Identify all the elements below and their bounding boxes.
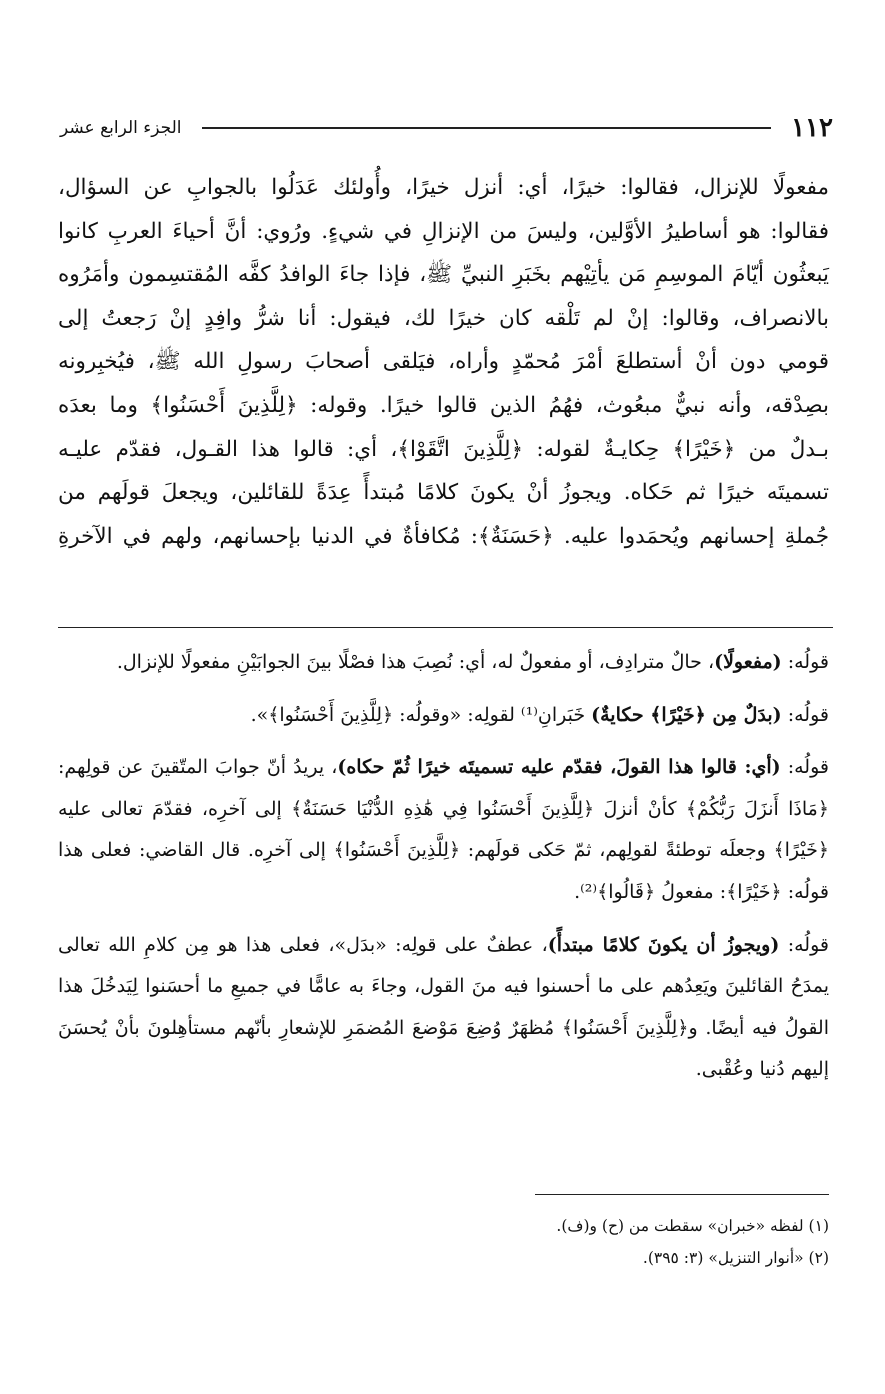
commentary-quote: (أي: قالوا هذا القولَ، فقدّم عليه تسميتَه خيرًا ثُمّ حكاه)	[337, 756, 781, 779]
main-text-line: بصِدْقه، وأنه نبيٌّ مبعُوث، فهُمُ الذين قالوا خيرًا. وقوله: ﴿لِلَّذِينَ أَحْسَنُوا﴾ وما بعدَه	[58, 392, 829, 418]
header-rule	[202, 127, 772, 129]
commentary-paragraph	[58, 747, 829, 913]
footnote: (١) لفظه «خبران» سقطت من (ح) و(ف).	[556, 1217, 829, 1235]
commentary-paragraph	[58, 642, 829, 684]
commentary-text: ، عطفٌ على قولِه: «بدَل»، فعلى هذا هو مِن كلامِ الله تعالى يمدَحُ القائلينَ ويَعِدُهم على ما أحسنوا فيه منَ القول، وجاءَ به عامًّا في جميعِ ما أحسَنوا لِيَدخُلَ هذا القولُ فيه أيضًا. و﴿لِلَّذِينَ أَحْسَنُوا﴾ مُظهَرٌ وُضِعَ مَوْضعَ المُضمَرِ للإشعارِ بأنّهم مستأهِلونَ بأنْ يُحسَنَ إليهم دُنيا وعُقْبى.	[58, 933, 829, 1081]
footnote-divider	[535, 1194, 829, 1195]
commentary-text: ، حالٌ مترادِف، أو مفعولٌ له، أي: نُصِبَ هذا فصْلًا بينَ الجوابَيْنِ مفعولًا للإنزال.	[116, 651, 715, 673]
main-text-line: بـدلٌ من ﴿خَيْرًا﴾ حِكايـةٌ لقوله: ﴿لِلَّذِينَ اتَّقَوْا﴾، أي: قالوا هذا القـول، فقدّم عليـه	[58, 436, 829, 462]
commentary-quote: (بدَلٌ مِن ﴿خَيْرًا﴾ حكايةٌ)	[591, 703, 782, 726]
commentary-text: ، يريدُ أنّ جوابَ المتّقينَ عن قولِهم: ﴿مَاذَا أَنزَلَ رَبُّكُمْ﴾ كأنْ أنزلَ ﴿لِلَّذِينَ أَحْسَنُوا فِي هَٰذِهِ الدُّنْيَا حَسَنَةٌ﴾ إلى آخرِه، فقدّمَ تعالى عليه ﴿خَيْرًا﴾ وجعلَه توطئةً لقولِهم، ثمّ حَكى قولَهم: ﴿لِلَّذِينَ أَحْسَنُوا﴾ إلى آخرِه. قال القاضي: فعلى هذا قولُه: ﴿خَيْرًا﴾: مفعولُ ﴿قَالُوا﴾⁽²⁾.	[58, 756, 829, 903]
commentary	[58, 642, 829, 1091]
commentary-lead: قولُه:	[780, 756, 829, 779]
main-text-line: مفعولًا للإنزال، فقالوا: خيرًا، أي: أنزل خيرًا، وأُولئك عَدَلُوا بالجوابِ عن السؤال،	[58, 175, 829, 200]
commentary-text: خَبَرانِ⁽¹⁾ لقولِه: «وقولُه: ﴿لِلَّذِينَ أَحْسَنُوا﴾».	[250, 703, 592, 726]
commentary-quote: (ويجوزُ أن يكونَ كلامًا مبتدأً)	[547, 933, 780, 956]
main-text-line: فقالوا: هو أساطيرُ الأوَّلين، وليسَ من الإنزالِ في شيءٍ. ورُوي: أنَّ أحياءَ العربِ كانوا	[58, 218, 829, 244]
commentary-paragraph	[58, 695, 829, 737]
commentary-lead: قولُه:	[781, 703, 829, 726]
part-title: الجزء الرابع عشر	[60, 118, 182, 138]
main-text-line: يَبعثُون أيّامَ الموسِمِ مَن يأتِيْهم بخَبَرِ النبيِّ ﷺ، فإذا جاءَ الوافدُ كفَّه المُقتسِمون وأمَرُوه	[58, 262, 829, 288]
commentary-paragraph	[58, 925, 829, 1091]
commentary-lead: قولُه:	[779, 933, 829, 956]
commentary-lead: قولُه:	[781, 651, 829, 673]
section-divider	[58, 627, 833, 628]
page-number: ١١٢	[791, 113, 833, 143]
main-text-line: تسميتَه خيرًا ثم حَكاه. ويجوزُ أنْ يكونَ كلامًا مُبتدأً عِدَةً للقائلين، ويجعلَ قولَهم من	[58, 480, 829, 506]
commentary-quote: (مفعولًا)	[714, 651, 782, 673]
footnotes	[300, 1210, 829, 1274]
footnote: (٢) «أنوار التنزيل» (٣: ٣٩٥).	[642, 1249, 829, 1267]
main-text	[58, 166, 829, 558]
main-text-line: جُملةِ إحسانهم ويُحمَدوا عليه. ﴿حَسَنَةٌ﴾: مُكافأةٌ في الدنيا بإحسانهم، ولهم في الآخرةِ	[58, 523, 829, 549]
page-header	[60, 108, 833, 148]
main-text-line: بالانصراف، وقالوا: إنْ لم تَلْقه كان خيرًا لك، فيقول: أنا شرُّ وافِدٍ إنْ رَجعتُ إلى	[58, 305, 829, 331]
main-text-line: قومي دون أنْ أستطلعَ أمْرَ مُحمّدٍ وأراه، فيَلقى أصحابَ رسولِ الله ﷺ، فيُخبِرونه	[58, 349, 829, 375]
